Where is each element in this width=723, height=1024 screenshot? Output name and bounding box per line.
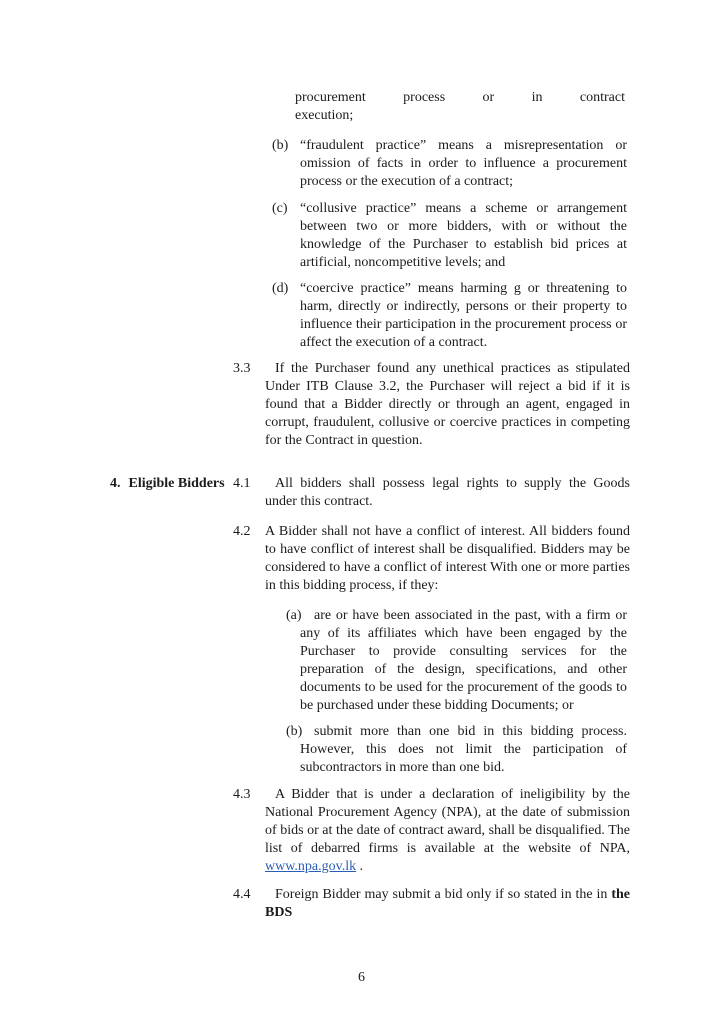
list-item-collusive-practice — [272, 200, 627, 272]
list-marker: (b) — [272, 138, 289, 153]
list-marker: (a) — [286, 608, 302, 623]
clause-4-4-text-plain: Foreign Bidder may submit a bid only if so stated in the in — [275, 887, 612, 902]
list-marker: (b) — [286, 724, 303, 739]
continuation-line-1: procurement process or in contract — [295, 90, 625, 105]
npa-website-link[interactable]: www.npa.gov.lk — [265, 859, 357, 874]
list-item-associated-firm — [272, 607, 627, 715]
clause-4-2-text: A Bidder shall not have a conflict of interest. All bidders found to have conflict of interest shall be disqualified. Bidders may be considered to have a conflict of interest With one or more parties in this bidding process, if they: — [265, 524, 630, 593]
clause-4-1-text: All bidders shall possess legal rights to supply the Goods under this contract. — [265, 476, 630, 509]
clause-4-2-row — [110, 523, 723, 595]
clause-4-4-text-bold: the BDS — [265, 887, 630, 920]
continuation-paragraph — [295, 89, 625, 125]
list-item-fraudulent-practice — [272, 137, 627, 191]
clause-number: 4.4 — [233, 887, 251, 902]
clause-4-3-text — [265, 786, 630, 876]
list-item-text: submit more than one bid in this bidding process. However, this does not limit the participation of subcontractors in more than one bid. — [300, 724, 627, 775]
continuation-paragraph-row — [110, 89, 723, 125]
section-4-row — [110, 475, 723, 511]
list-item-coercive-practice — [272, 280, 627, 352]
clause-4-4-row — [110, 886, 723, 922]
list-item-b-row — [110, 137, 723, 191]
clause-4-4-text — [265, 886, 630, 922]
clause-3-3-text: If the Purchaser found any unethical practices as stipulated Under ITB Clause 3.2, the Purchaser will reject a bid if it is found that a Bidder directly or through an agent, engaged in corrupt, fraudulent, collusive or coercive practices in competing for the Contract in question. — [265, 361, 630, 448]
clause-4-3-text-before: A Bidder that is under a declaration of ineligibility by the National Procurement Agency (NPA), at the date of submission of bids or at the date of contract award, shall be disqualified. The list of debarred firms is available at the website of NPA, — [265, 787, 630, 856]
clause-number: 3.3 — [233, 361, 251, 376]
clause-4-3-text-after: . — [356, 859, 364, 874]
clause-4-3-row — [110, 786, 723, 876]
section-number: 4. — [110, 476, 121, 491]
list-item-multiple-bids — [272, 723, 627, 777]
clause-number: 4.1 — [233, 476, 251, 491]
page-number: 6 — [358, 970, 365, 985]
list-marker: (d) — [272, 281, 289, 296]
list-item-a2-row — [110, 607, 723, 715]
list-marker: (c) — [272, 201, 288, 216]
list-item-text: “fraudulent practice” means a misrepresentation or omission of facts in order to influence a procurement process or the execution of a contract; — [300, 138, 627, 189]
continuation-line-2: execution; — [295, 108, 354, 123]
list-item-b2-row — [110, 723, 723, 777]
list-item-text: are or have been associated in the past, with a firm or any of its affiliates which have been engaged by the Purchaser to provide consulting services for the preparation of the design, specifications, and other documents to be used for the procurement of the goods to be purchased under these bidding Documents; or — [300, 608, 627, 713]
section-heading-eligible-bidders — [110, 475, 233, 493]
list-item-text: “coercive practice” means harming g or threatening to harm, directly or indirectly, persons or their property to influence their participation in the procurement process or affect the execution of a contract. — [300, 281, 627, 350]
list-item-d-row — [110, 280, 723, 352]
clause-3-3-row — [110, 360, 723, 450]
clause-number: 4.3 — [233, 787, 251, 802]
list-item-text: “collusive practice” means a scheme or arrangement between two or more bidders, with or without the knowledge of the Purchaser to establish bid prices at artificial, noncompetitive levels; and — [300, 201, 627, 270]
list-item-c-row — [110, 200, 723, 272]
clause-number: 4.2 — [233, 524, 251, 539]
section-title: Eligible Bidders — [128, 476, 225, 491]
